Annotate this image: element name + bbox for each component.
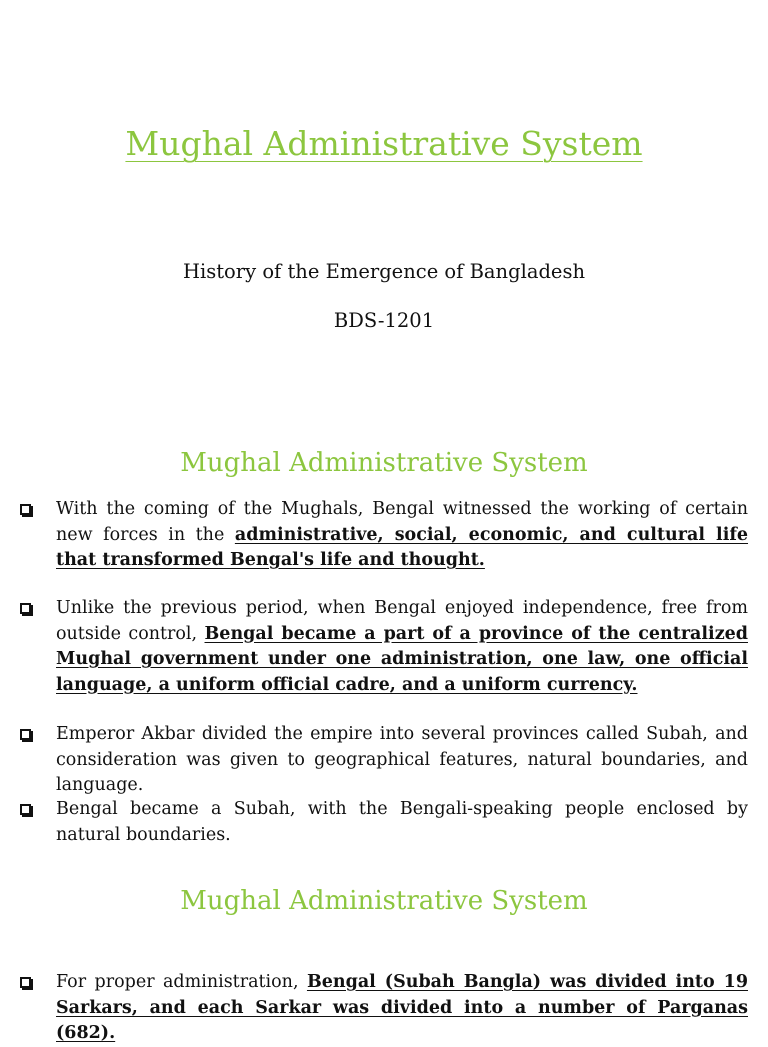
section-heading: Mughal Administrative System (180, 886, 588, 916)
course-title: History of the Emergence of Bangladesh (182, 260, 586, 283)
bullet-text: For proper administration, Bengal (Subah Bangla) was divided into 19 Sarkars, and each Sarkar was divided into a number of Parganas (682). (56, 972, 748, 1043)
checkbox-bullet-icon (20, 977, 31, 988)
bullet-item (20, 797, 748, 848)
bullet-item (20, 722, 748, 799)
page-title: Mughal Administrative System (125, 124, 643, 163)
bullet-text: Unlike the previous period, when Bengal enjoyed independence, free from outside control, Bengal became a part of a province of the centralized Mughal government under one administration, one law, one official language, a uniform official cadre, and a uniform currency. (56, 598, 748, 695)
checkbox-bullet-icon (20, 603, 31, 614)
bullet-item (20, 970, 748, 1047)
bullet-item (20, 596, 748, 698)
section-heading: Mughal Administrative System (180, 448, 588, 478)
bullet-item (20, 497, 748, 574)
bullet-text: With the coming of the Mughals, Bengal witnessed the working of certain new forces in the administrative, social, economic, and cultural life that transformed Bengal's life and thought. (56, 499, 749, 570)
checkbox-bullet-icon (20, 804, 31, 815)
bullet-text: Emperor Akbar divided the empire into several provinces called Subah, and consideration was given to geographical features, natural boundaries, and language. (56, 724, 748, 795)
checkbox-bullet-icon (20, 504, 31, 515)
checkbox-bullet-icon (20, 729, 31, 740)
bullet-text: Bengal became a Subah, with the Bengali-speaking people enclosed by natural boundaries. (56, 799, 748, 845)
course-code: BDS-1201 (333, 309, 435, 332)
